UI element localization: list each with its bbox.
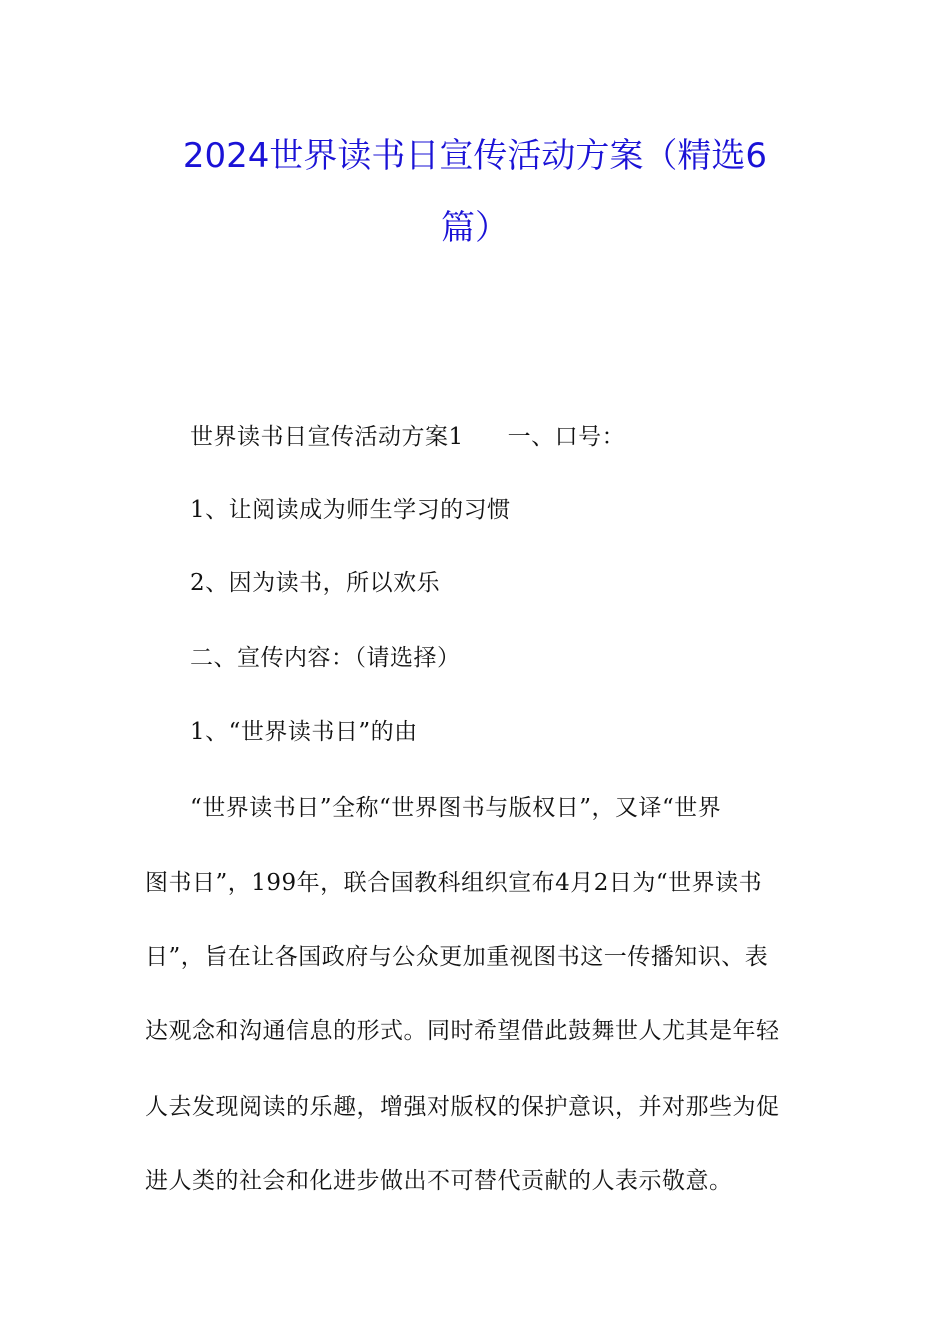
paragraph-line-6: 进人类的社会和化进步做出不可替代贡献的人表示敬意。	[145, 1168, 733, 1194]
content-heading: 二、宣传内容：（请选择）	[190, 645, 461, 671]
paragraph-line-3: 日”，旨在让各国政府与公众更加重视图书这一传播知识、表	[145, 944, 769, 970]
slogan-item-1: 1、让阅读成为师生学习的习惯	[190, 497, 511, 523]
origin-subheading: 1、“世界读书日”的由	[190, 719, 418, 745]
document-title-line-1: 2024世界读书日宣传活动方案（精选6	[182, 136, 768, 176]
paragraph-line-4: 达观念和沟通信息的形式。同时希望借此鼓舞世人尤其是年轻	[145, 1018, 780, 1044]
document-title-line-2: 篇）	[441, 208, 509, 248]
plan-heading: 世界读书日宣传活动方案1	[190, 424, 464, 450]
paragraph-line-1: “世界读书日”全称“世界图书与版权日”，又译“世界	[190, 795, 722, 821]
paragraph-line-2: 图书日”，199年，联合国教科组织宣布4月2日为“世界读书	[145, 870, 763, 896]
slogan-item-2: 2、因为读书，所以欢乐	[190, 570, 441, 596]
paragraph-line-5: 人去发现阅读的乐趣，增强对版权的保护意识，并对那些为促	[145, 1094, 780, 1120]
section-heading-row	[190, 422, 625, 452]
slogan-heading: 一、口号：	[507, 424, 626, 450]
